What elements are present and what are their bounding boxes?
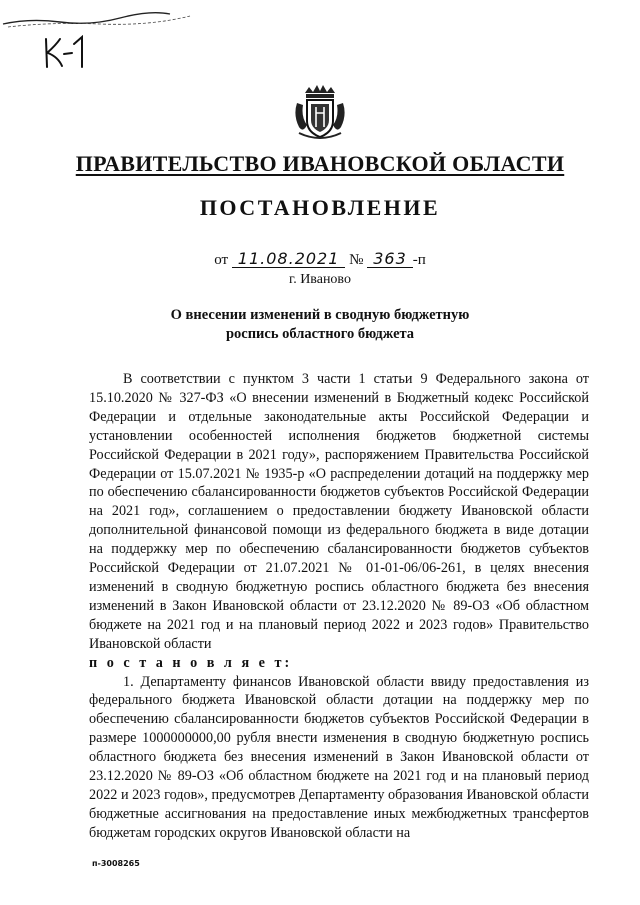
top-scribble-mark xyxy=(0,0,200,30)
date-number-line xyxy=(0,251,640,269)
item-1-paragraph: 1. Департаменту финансов Ивановской области ввиду предоставления из федерального бюджета Ивановской области дотации на поддержку мер по обеспечению сбалансированности бюджетов субъектов Российской Федерации в размере 1000000000,00 рубля внести изменения в сводную бюджетную роспись областного бюджета без внесения изменений в Закон Ивановской области от 23.12.2020 № 89-ОЗ «Об областном бюджете на 2021 год и на плановый период 2022 и 2023 годов», предусмотрев Департаменту образования Ивановской области бюджетные ассигнования на предоставление иных межбюджетных трансфертов бюджетам городских округов Ивановской области на xyxy=(89,673,589,841)
decree-number: 363 xyxy=(367,251,413,268)
number-label: № xyxy=(349,252,364,268)
decree-date: 11.08.2021 xyxy=(232,251,346,268)
resolves-word: п о с т а н о в л я е т: xyxy=(89,654,293,671)
handwritten-mark-drawing xyxy=(42,35,92,69)
document-type: ПОСТАНОВЛЕНИЕ xyxy=(199,195,441,220)
subject-heading xyxy=(0,306,640,344)
document-code: п-3008265 xyxy=(92,859,140,868)
subject-line-2: роспись областного бюджета xyxy=(225,326,415,342)
date-label: от xyxy=(214,252,229,268)
number-suffix: -п xyxy=(412,252,426,268)
city: г. Иваново xyxy=(289,272,351,287)
handwritten-mark xyxy=(42,35,92,74)
preamble-paragraph: В соответствии с пунктом 3 части 1 статьи 9 Федерального закона от 15.10.2020 № 327-ФЗ «О внесении изменений в Бюджетный кодекс Российской Федерации и отдельные законодательные акты Российской Федерации и установлении особенностей исполнения бюджетов бюджетной системы Российской Федерации в 2021 году», распоряжением Правительства Российской Федерации от 15.07.2021 № 1935-р «О распределении дотаций на поддержку мер по обеспечению сбалансированности бюджетов субъектов Российской Федерации на 2021 год», соглашением о предоставлении бюджету Ивановской области дополнительной финансовой помощи из федерального бюджета в виде дотации на поддержку мер по обеспечению сбалансированности бюджетов субъектов Российской Федерации от 21.07.2021 № 01-01-06/06-261, в целях внесения изменений в сводную бюджетную роспись областного бюджета без внесения изменений в Закон Ивановской области от 23.12.2020 № 89-ОЗ «Об областном бюджете на 2021 год и на плановый период 2022 и 2023 годов» Правительство Ивановской области xyxy=(89,371,589,652)
document-body xyxy=(89,370,589,843)
coat-of-arms-icon xyxy=(291,83,349,141)
government-title: ПРАВИТЕЛЬСТВО ИВАНОВСКОЙ ОБЛАСТИ xyxy=(75,151,565,176)
subject-line-1: О внесении изменений в сводную бюджетную xyxy=(170,307,470,323)
